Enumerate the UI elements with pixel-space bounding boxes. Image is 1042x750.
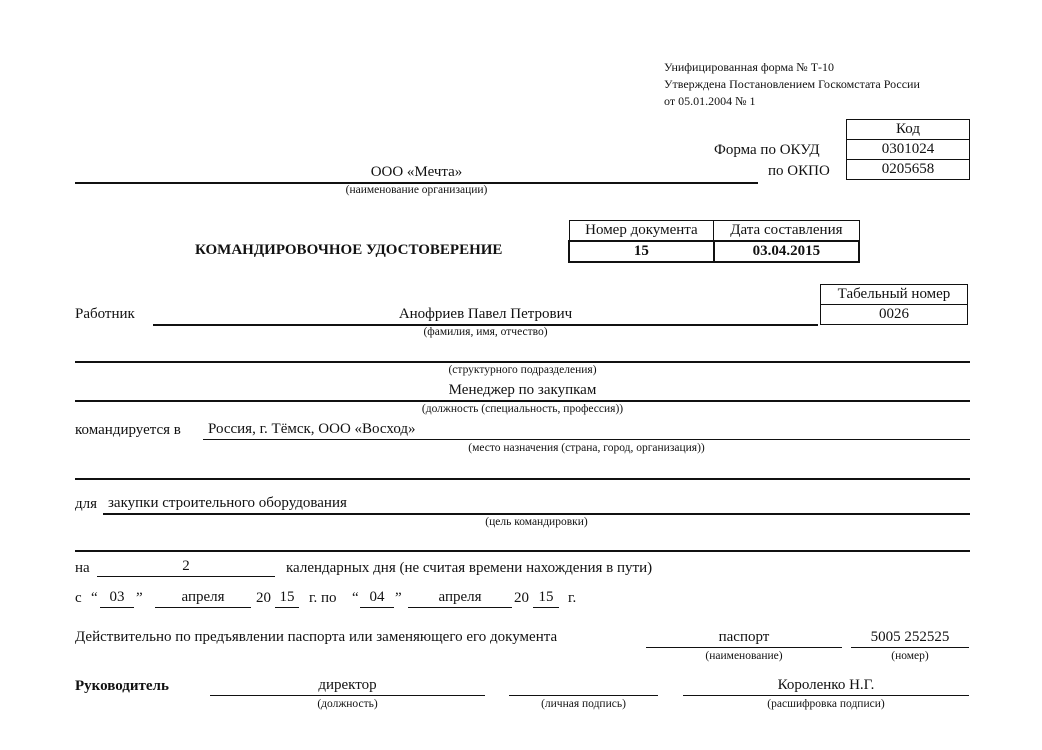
period-to-label: г. по (309, 590, 337, 606)
period-end-suffix: г. (568, 590, 577, 606)
duration-days-line (97, 576, 275, 577)
okpo-value: 0205658 (847, 160, 970, 180)
position-line (75, 400, 970, 402)
okpo-label: по ОКПО (768, 163, 830, 179)
destination-line-2 (75, 478, 970, 480)
purpose-caption: (цель командировки) (485, 516, 588, 528)
department-line (75, 361, 970, 363)
destination-line (203, 439, 970, 440)
period-from-label: с (75, 590, 82, 606)
manager-name-line (683, 695, 969, 696)
doc-number-header: Номер документа (569, 221, 714, 242)
doc-number-value[interactable]: 15 (569, 241, 714, 262)
destination-caption: (место назначения (страна, город, организация)) (468, 442, 705, 454)
manager-label: Руководитель (75, 678, 169, 694)
employee-name-caption: (фамилия, имя, отчество) (423, 326, 548, 338)
from-day-value[interactable]: 03 (109, 589, 125, 605)
organization-caption: (наименование организации) (345, 184, 488, 196)
purpose-line-2 (75, 550, 970, 552)
employee-label: Работник (75, 306, 135, 322)
tab-number-header: Табельный номер (821, 285, 968, 305)
form-header-line1: Унифицированная форма № Т-10 (664, 60, 835, 74)
to-day-value[interactable]: 04 (369, 589, 385, 605)
position-caption: (должность (специальность, профессия)) (421, 403, 624, 415)
form-header-line3: от 05.01.2004 № 1 (664, 94, 756, 108)
to-year-value[interactable]: 15 (538, 589, 554, 605)
from-day-quote-open: “ (91, 590, 98, 606)
passport-doc-number-line (851, 647, 969, 648)
doc-date-value[interactable]: 03.04.2015 (714, 241, 859, 262)
organization-name[interactable]: ООО «Мечта» (370, 164, 463, 180)
from-day-quote-close: ” (136, 590, 143, 606)
to-year-line (533, 607, 559, 608)
duration-label: на (75, 560, 90, 576)
passport-text: Действительно по предъявлении паспорта или заменяющего его документа (75, 629, 558, 645)
tab-number-value[interactable]: 0026 (821, 305, 968, 325)
from-month-line (155, 607, 251, 608)
tab-number-table (820, 284, 968, 325)
manager-signature-caption: (личная подпись) (541, 698, 626, 710)
manager-name[interactable]: Короленко Н.Г. (777, 677, 875, 693)
purpose-label: для (75, 496, 98, 512)
document-number-table (568, 220, 860, 263)
form-header-line2: Утверждена Постановлением Госкомстата России (664, 77, 920, 91)
passport-doc-name-line (646, 647, 842, 648)
manager-signature-line[interactable] (509, 695, 658, 696)
purpose-line (103, 513, 970, 515)
manager-position-caption: (должность) (317, 698, 378, 710)
destination-value[interactable]: Россия, г. Тёмск, ООО «Восход» (208, 421, 416, 437)
employee-name[interactable]: Анофриев Павел Петрович (398, 306, 573, 322)
destination-label: командируется в (75, 422, 181, 438)
to-month-line (408, 607, 512, 608)
to-month-value[interactable]: апреля (438, 589, 482, 605)
document-title: КОМАНДИРОВОЧНОЕ УДОСТОВЕРЕНИЕ (195, 242, 503, 258)
position-value[interactable]: Менеджер по закупкам (448, 382, 597, 398)
to-day-line (360, 607, 394, 608)
from-year-prefix: 20 (256, 590, 271, 606)
okud-value: 0301024 (847, 140, 970, 160)
manager-position[interactable]: директор (318, 677, 377, 693)
to-day-quote-close: ” (395, 590, 402, 606)
passport-doc-number[interactable]: 5005 252525 (870, 629, 950, 645)
from-day-line (100, 607, 134, 608)
passport-doc-name-caption: (наименование) (705, 650, 783, 662)
duration-days[interactable]: 2 (182, 558, 190, 574)
okud-label: Форма по ОКУД (714, 142, 820, 158)
from-year-line (275, 607, 299, 608)
purpose-value[interactable]: закупки строительного оборудования (108, 495, 347, 511)
from-month-value[interactable]: апреля (181, 589, 225, 605)
from-year-value[interactable]: 15 (279, 589, 295, 605)
passport-doc-name[interactable]: паспорт (718, 629, 770, 645)
duration-suffix: календарных дня (не считая времени нахождения в пути) (286, 560, 653, 576)
doc-date-header: Дата составления (714, 221, 859, 242)
department-caption: (структурного подразделения) (448, 364, 597, 376)
passport-doc-number-caption: (номер) (891, 650, 929, 662)
to-day-quote-open: “ (352, 590, 359, 606)
manager-name-caption: (расшифровка подписи) (767, 698, 885, 710)
to-year-prefix: 20 (514, 590, 529, 606)
codes-table (846, 119, 970, 180)
kod-header: Код (847, 120, 970, 140)
manager-position-line (210, 695, 485, 696)
